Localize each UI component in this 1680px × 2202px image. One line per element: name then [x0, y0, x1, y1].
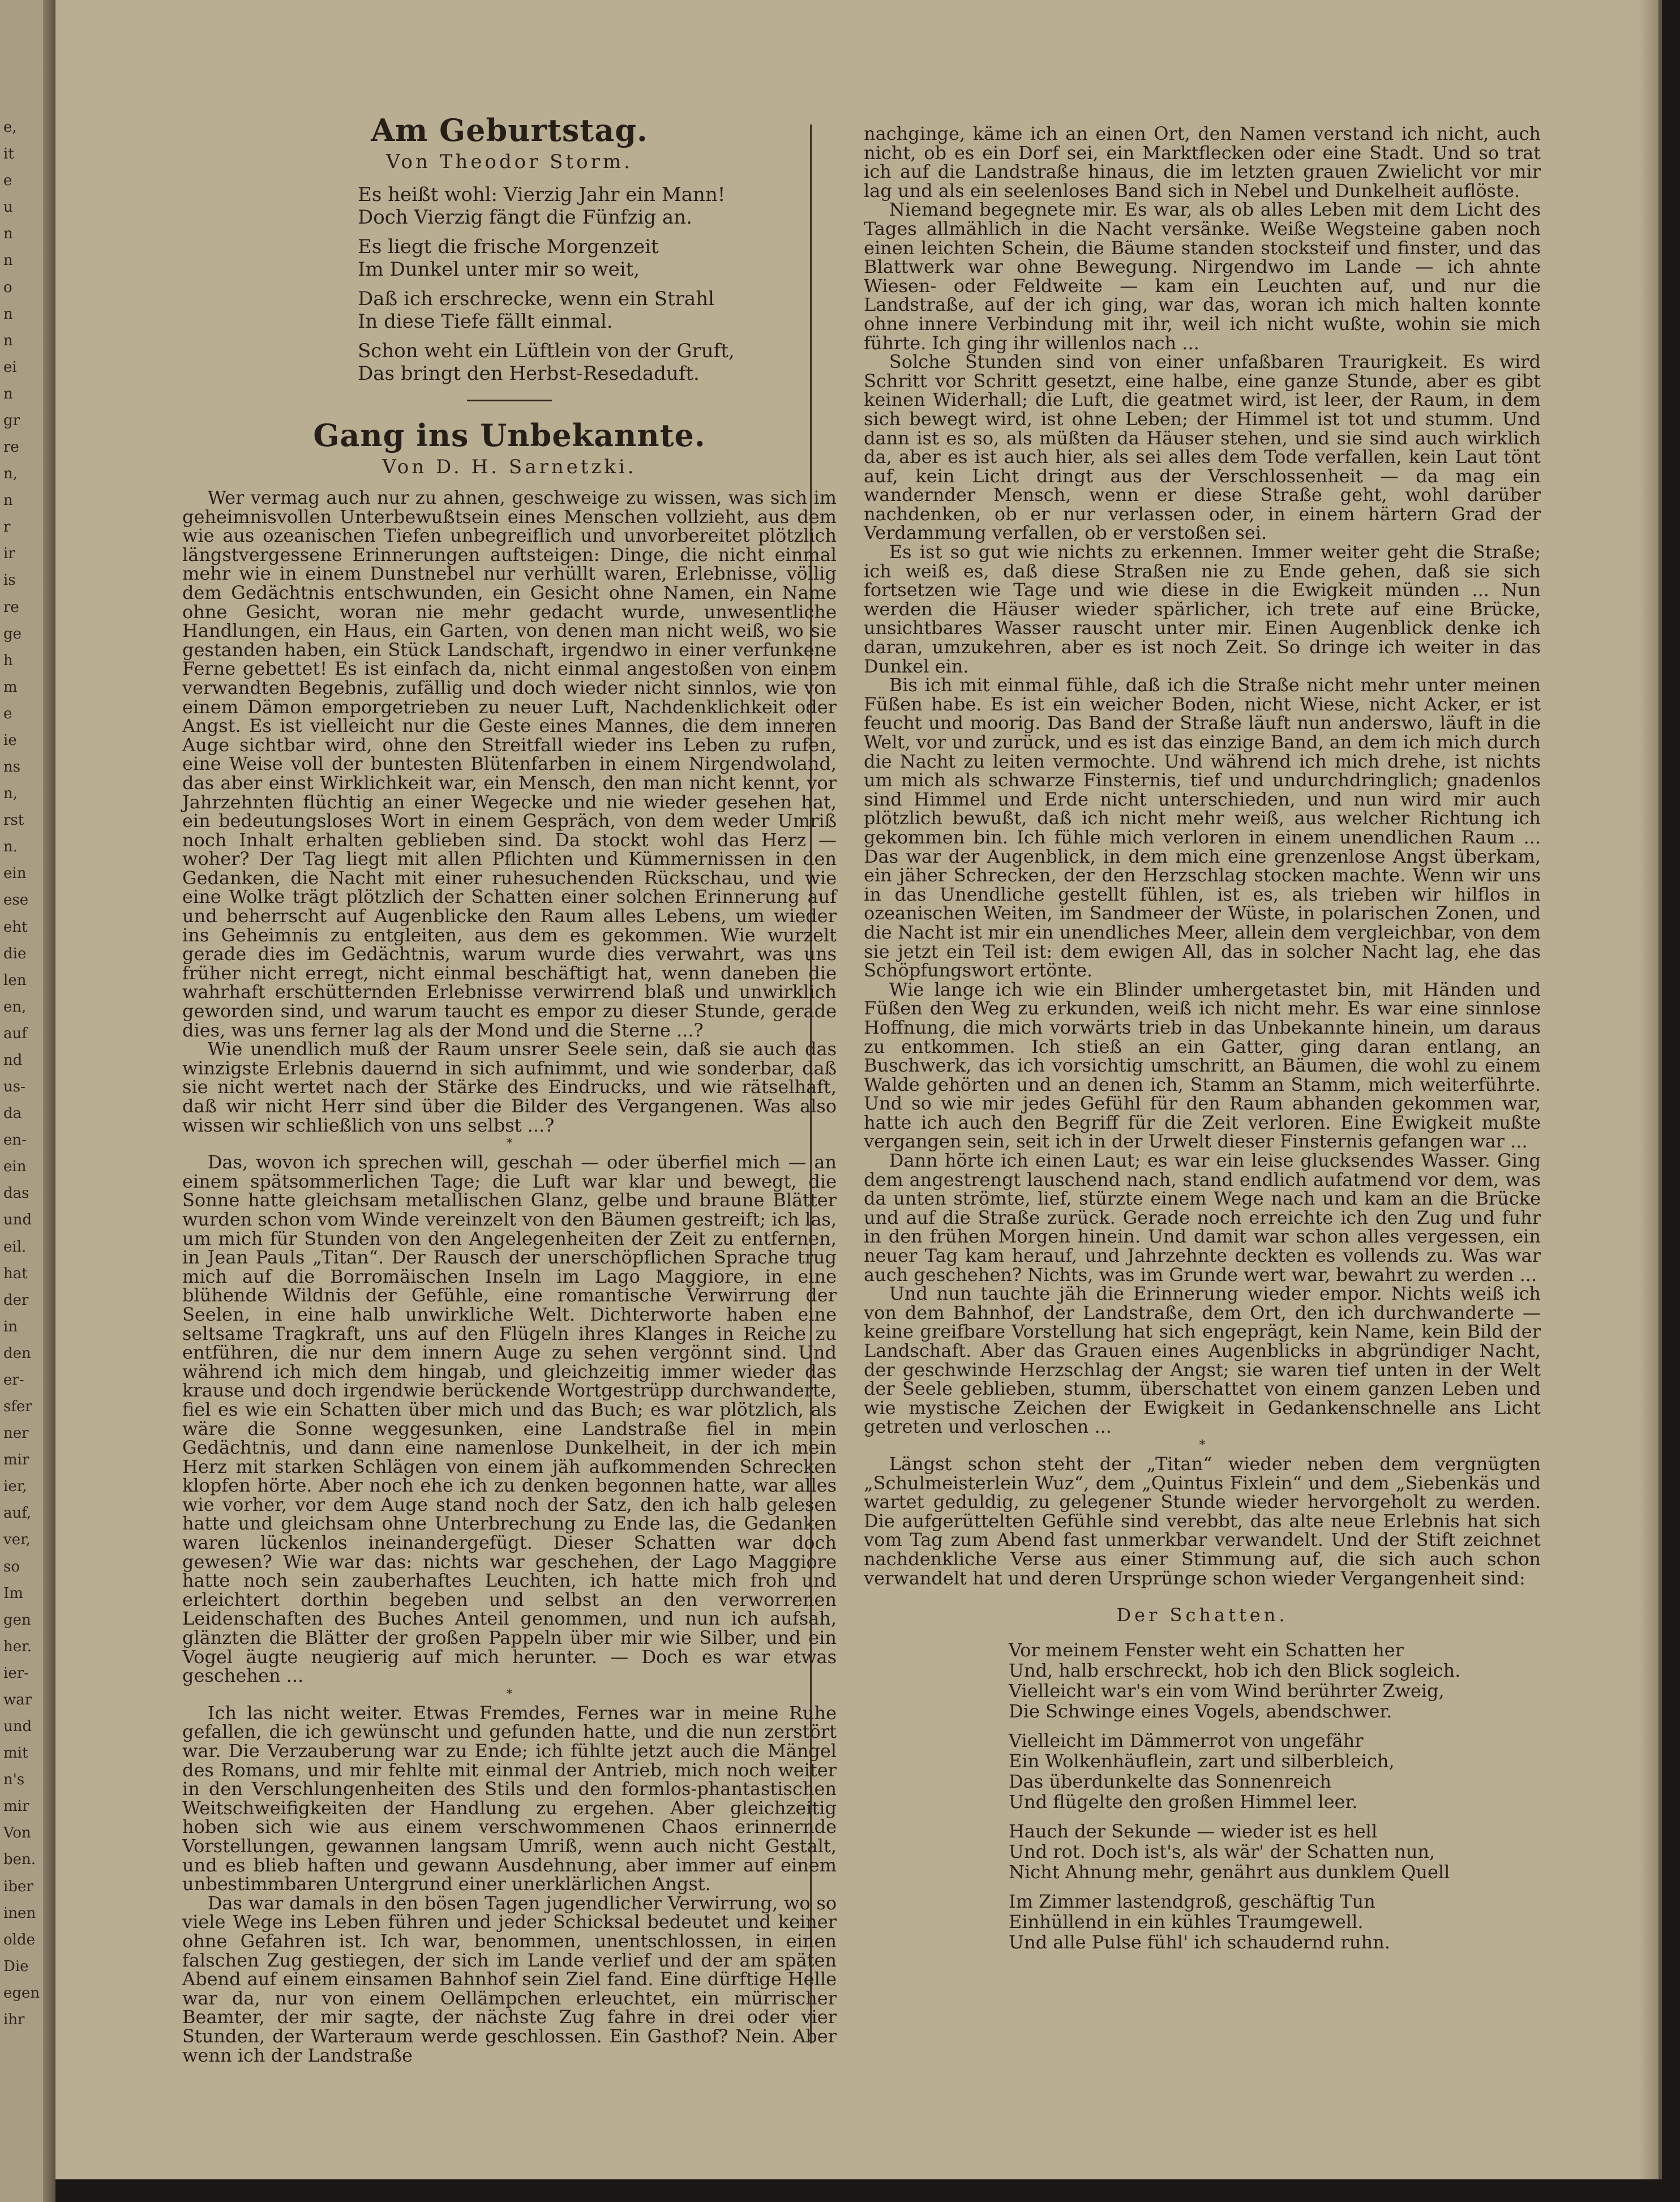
article-paragraph: Wie unendlich muß der Raum unsrer Seele sein, daß sie auch das winzigste Erlebnis dauernd in sich aufnimmt, und wie sonderbar, daß sie nicht wertet nach der Stärke des Eindrucks, und wie rätselhaft, daß wir nicht Herr sind über die Bilder des Vergangenen. Was also wissen wir schließlich von uns selbst ...?	[182, 1038, 837, 1136]
left-page-fragment: ihr	[3, 2011, 25, 2028]
section-separator: *	[506, 1137, 513, 1151]
left-page-fragment: eil.	[3, 1238, 27, 1256]
left-page-fragment: gr	[3, 412, 20, 429]
article-paragraph: Dann hörte ich einen Laut; es war ein leise glucksendes Wasser. Ging dem angestrengt lauschend nach, stand endlich aufatmend vor dem, was da unten strömte, lief, stürzte einem Wege nach und kam an die Brücke und auf die Straße zurück. Gerade noch erreichte ich den Zug und fuhr in den frühen Morgen hinein. Und damit war schon alles vergessen, ein neuer Tag kam herauf, und Jahrzehnte deckten es vollends zu. Was war auch geschehen? Nichts, was im Grunde wert war, bewahrt zu werden ...	[864, 1150, 1541, 1286]
inner-poem-stanza	[1009, 1640, 1541, 1721]
inner-poem-stanza	[1009, 1891, 1541, 1952]
left-page-fragment: e,	[3, 119, 17, 136]
left-page-fragment: ein	[3, 1158, 27, 1176]
article-paragraph: Längst schon steht der „Titan“ wieder neben dem vergnügten „Schulmeisterlein Wuz“, dem „Quintus Fixlein“ und dem „Siebenkäs und wartet geduldig, zu gelegener Stunde wieder hervorgeholt zu werden. Die aufgerüttelten Gefühle sind verebbt, das alte neue Erlebnis hat sich vom Tag zum Abend fast unmerkbar verwandelt. Und der Stift zeichnet nachdenkliche Verse aus einer Stimmung auf, die sich auch schon verwandelt hat und deren Ursprünge schon wieder Vergangenheit sind:	[864, 1453, 1541, 1589]
inner-poem-stanza	[1009, 1821, 1541, 1882]
left-page-fragment: ner	[3, 1425, 29, 1442]
left-page-fragment: ge	[3, 625, 22, 642]
verse-line: Vor meinem Fenster weht ein Schatten her	[1009, 1639, 1404, 1661]
verse-line: Die Schwinge eines Vogels, abendschwer.	[1009, 1700, 1392, 1723]
left-page-fragment: ese	[3, 892, 29, 909]
left-page-fragment: Die	[3, 1957, 29, 1975]
left-page-fragment: so	[3, 1558, 20, 1575]
verse-line: Im Dunkel unter mir so weit,	[358, 258, 640, 281]
left-page-fragment: m	[3, 678, 18, 696]
left-page-fragment: r	[3, 519, 11, 536]
article-paragraph: Das war damals in den bösen Tagen jugendlicher Verwirrung, wo so viele Wege ins Leben führen und jeder Schicksal bedeutet und keiner ohne Gefahren ist. Ich war, benommen, unentschlossen, in einen falschen Zug gestiegen, der sich im Lande verlief und der am späten Abend auf einem einsamen Bahnhof sein Ziel fand. Eine dürftige Helle war da, nur von einem Oellämpchen erleuchtet, ein mürrischer Beamter, der mir sagte, der nächste Zug fahre in drei oder vier Stunden, der Warteraum werde geschlossen. Ein Gasthof? Nein. Aber wenn ich der Landstraße	[182, 1892, 837, 2066]
article-paragraph: Wer vermag auch nur zu ahnen, geschweige zu wissen, was sich im geheimnisvollen Unterbewußtsein eines Menschen vollzieht, aus dem wie aus ozeanischen Tiefen unbegreiflich und unvorbereitet plötzlich längstvergessene Erinnerungen auftsteigen: Dinge, die nicht einmal mehr wie in einem Dunstnebel nur verhüllt waren, Erlebnisse, völlig dem Gedächtnis entschwunden, ein Gesicht ohne Namen, ein Name ohne Gesicht, woran nie mehr gedacht wurde, unwesentliche Handlungen, ein Haus, ein Garten, von denen man nicht weiß, wo sie gestanden haben, ein Stück Landschaft, irgendwo in einer verfunkene Ferne gebettet! Es ist einfach da, nicht einmal angestoßen von einem verwandten Begebnis, zufällig und doch wieder nicht sinnlos, wie von einem Dämon emporgetrieben zu neuer Luft, Nachdenklichkeit oder Angst. Es ist vielleicht nur die Geste eines Mannes, die dem inneren Auge sichtbar wird, ohne den Streitfall wieder ins Leben zu rufen, eine Weise voll der buntesten Blütenfarben in einem Nirgendwoland, das aber einst Wirklichkeit war, ein Mensch, den man nicht kennt, vor Jahrzehnten flüchtig an einer Wegecke und nie wieder gesehen hat, ein bedeutungsloses Wort in einem Gespräch, von dem weder Umriß noch Inhalt erhalten geblieben sind. Da stockt wohl das Herz — woher? Der Tag liegt mit allen Pflichten und Kümmernissen in den Gedanken, die Nacht mit einer ruhesuchenden Rückschau, und wie eine Wolke trägt plötzlich der Schatten einer solchen Erinnerung auf und beherrscht auf Augenblicke den Raum alles Lebens, um wieder ins Geheimnis zu entgleiten, aus dem es gekommen. Wie wurzelt gerade dies im Gedächtnis, warum wurde dies verwahrt, was uns früher nicht erregt, nicht einmal beschäftigt hat, wenn daneben die wahrhaft erschütternden Erlebnisse verwirrend blaß und unwirklich geworden sind, und warum taucht es empor zu dieser Stunde, gerade dies, was uns ferner lag als der Mond und die Sterne ...?	[182, 487, 837, 1041]
left-page-fragment: er-	[3, 1371, 24, 1389]
left-page-fragment: her.	[3, 1638, 32, 1655]
verse-line: Hauch der Sekunde — wieder ist es hell	[1009, 1820, 1378, 1843]
left-page-fragment: Im	[3, 1584, 23, 1602]
right-column	[864, 125, 1541, 1961]
verse-line: Daß ich erschrecke, wenn ein Strahl	[358, 288, 714, 310]
verse-line: Vielleicht war's ein vom Wind berührter Zweig,	[1009, 1680, 1445, 1702]
left-page-fragment: n	[3, 385, 13, 402]
left-page-fragment: ein	[3, 865, 27, 882]
article-paragraph: Bis ich mit einmal fühle, daß ich die Straße nicht mehr unter meinen Füßen habe. Es ist ein weicher Boden, nicht Wiese, nicht Acker, er ist feucht und moorig. Das Band der Straße läuft nun anderswo, läuft in die Welt, vor und zurück, und es ist das einzige Band, an dem ich mich durch die Nacht zu leiten vermochte. Und während ich mich drehe, ist nichts um mich als schwarze Finsternis, tief und undurchdringlich; gnadenlos sind Himmel und Erde nicht unterschieden, und nun wird mir auch plötzlich bewußt, daß ich nicht mehr weiß, aus welcher Richtung ich gekommen bin. Ich fühle mich verloren in einem unendlichen Raum ... Das war der Augenblick, in dem mich eine grenzenlose Angst überkam, ein jäher Schrecken, der den Herzschlag stocken machte. Wenn wir uns in das Unendliche gestellt fühlen, ist es, als trieben wir hilflos in ozeanischen Weiten, im Sandmeer der Wüste, in polarischen Zonen, und die Nacht ist mir ein unendliches Meer, allein dem vergleichbar, von dem sie jetzt ein Teil ist: dem ewigen All, das in solcher Nacht lag, ehe das Schöpfungswort ertönte.	[864, 674, 1541, 982]
section-rule	[467, 400, 552, 401]
left-page-fragment: auf,	[3, 1505, 32, 1522]
verse-line: Im Zimmer lastendgroß, geschäftig Tun	[1009, 1891, 1375, 1913]
left-page-fragment: egen	[3, 1984, 40, 2002]
verse-line: Und alle Pulse fühl' ich schaudernd ruhn.	[1009, 1931, 1390, 1953]
inner-poem-title: Der Schatten.	[1116, 1604, 1288, 1626]
left-page-fragment: und	[3, 1718, 32, 1735]
left-page-fragment: ver,	[3, 1531, 31, 1549]
left-page-fragment: len	[3, 971, 27, 989]
left-page-fragment: n	[3, 332, 13, 349]
verse-line: Vielleicht im Dämmerrot von ungefähr	[1009, 1730, 1364, 1752]
left-page-fragment: und	[3, 1211, 32, 1229]
verse-line: Ein Wolkenhäuflein, zart und silberbleich,	[1009, 1750, 1395, 1772]
left-page-fragment: re	[3, 598, 19, 616]
left-page-fragment: eht	[3, 918, 28, 936]
article-title: Gang ins Unbekannte.	[313, 417, 706, 453]
left-page-fragment: Von	[3, 1824, 31, 1842]
poem-stanza	[358, 235, 837, 281]
left-page-fragment: die	[3, 945, 27, 962]
left-page-fragment: ei	[3, 358, 17, 376]
article-paragraph: Solche Stunden sind von einer unfaßbaren Traurigkeit. Es wird Schritt vor Schritt gesetzt, eine halbe, eine ganze Stunde, aber es gibt keinen Widerhall; die Luft, die geatmet wird, ist leer, der Raum, in dem sich bewegt wird, ist ohne Leben; der Himmel ist tot und stumm. Und dann ist es so, als müßten da Häuser stehen, und sie sind auch wirklich da, aber es ist auch hier, als sei alles dem Tode verfallen, kein Laut tönt auf, kein Licht dringt aus der Verschlossenheit — da mag ein wandernder Mensch, wenn er diese Straße geht, wohl darüber nachdenken, ob er nur verlassen oder, in einem härtern Grad der Verdammung verfallen, ob er verstoßen sei.	[864, 351, 1541, 544]
left-page-fragment: n.	[3, 838, 18, 856]
verse-line: Und flügelte den großen Himmel leer.	[1009, 1791, 1358, 1813]
left-page-fragment: nd	[3, 1051, 23, 1069]
left-page-fragment: war	[3, 1691, 32, 1708]
verse-line: Nicht Ahnung mehr, genährt aus dunklem Quell	[1009, 1861, 1450, 1883]
article-paragraph: Das, wovon ich sprechen will, geschah — oder überfiel mich — an einem spätsommerlichen Tage; die Luft war klar und bewegt, die Sonne hatte gleichsam metallischen Glanz, gelbe und braune Blätter wurden schon vom Winde vereinzelt von den Bäumen gestreift; ich las, um mich für Stunden von den Angelegenheiten der Zeit zu entfernen, in Jean Pauls „Titan“. Der Rausch der unerschöpflichen Sprache trug mich auf die Borromäischen Inseln im Lago Maggiore, in eine blühende Wildnis der Gefühle, eine romantische Verwirrung der Seelen, in eine halb unwirkliche Welt. Dichterworte haben eine seltsame Tragkraft, uns auf den Flügeln ihres Klanges in Reiche zu entführen, die nur dem innern Auge zu sehen vergönnt sind. Und während ich mich dem hingab, und gleichzeitig immer wieder das krause und doch irgendwie berückende Wortgestrüpp durchwanderte, fiel es wie ein Schatten über mich und das Buch; es war plötzlich, als wäre die Sonne weggesunken, eine Landstraße fiel in mein Gedächtnis, und dann eine namenlose Dunkelheit, in der ich mein Herz mit starken Schlägen von einem jäh aufkommenden Schrecken klopfen hörte. Aber noch ehe ich zu denken begonnen hatte, war alles wie vorher, vor dem Auge stand noch der Satz, den ich halb gelesen hatte und gleichsam ohne Unterbrechung zu Ende las, die Gedanken waren lückenlos ineinandergefügt. Dieser Schatten war doch gewesen? Wie war das: nichts war geschehen, der Lago Maggiore hatte noch sein zauberhaftes Leuchten, ich hatte mich froh und erleichtert dorthin begeben und selbst an den verworrenen Leidenschaften des Buches Anteil genommen, und nun ich aufsah, glänzten die Blätter der großen Pappeln über mir wie Silber, und ein Vogel äugte neugierig auf mich herunter. — Doch es war etwas geschehen ...	[182, 1151, 837, 1687]
left-page-fragment: das	[3, 1185, 29, 1202]
left-page-fragment: ier,	[3, 1478, 27, 1496]
article-paragraph: Niemand begegnete mir. Es war, als ob alles Leben mit dem Licht des Tages allmählich in die Nacht versänke. Weiße Wegsteine gaben noch einen leichten Schein, die Bäume standen stocksteif und finster, und das Blattwerk war ohne Bewegung. Nirgendwo im Lande — ich ahnte Wiesen- oder Feldweite — kam ein Leuchten auf, und nur die Landstraße, auf der ich ging, war das, woran ich mich halten konnte ohne innere Verbindung mit ihr, weil ich nicht wußte, wohin sie mich führte. Ich ging ihr willenlos nach ...	[864, 199, 1541, 354]
verse-line: Und rot. Doch ist's, als wär' der Schatten nun,	[1009, 1841, 1435, 1863]
left-page-fragment: den	[3, 1344, 31, 1362]
newspaper-page	[55, 0, 1662, 2179]
left-page-fragment: ier-	[3, 1664, 29, 1682]
poem-stanza	[358, 288, 837, 333]
left-page-fragment: inen	[3, 1904, 36, 1922]
left-page-fragment: n,	[3, 465, 18, 483]
page-gutter	[43, 0, 55, 2202]
poem-stanza	[358, 340, 837, 385]
left-page-fragment: h	[3, 652, 13, 669]
article-paragraph: Und nun tauchte jäh die Erinnerung wieder empor. Nichts weiß ich von dem Bahnhof, der Landstraße, dem Ort, den ich durchwanderte — keine greifbare Vorstellung hat sich engeprägt, kein Name, kein Bild der Landschaft. Aber das Grauen eines Augenblicks in abgründiger Nacht, der geschwinde Herzschlag der Angst; sie waren tief unten in der Welt der Seele geblieben, stumm, überschattet von einem ganzen Leben und wie mystische Zeichen der Ewigkeit in Gedankenschnelle ans Licht getreten und verloschen ...	[864, 1283, 1541, 1438]
left-page-fragment: ben.	[3, 1851, 36, 1869]
left-page-fragment: it	[3, 145, 14, 163]
left-page-fragment: re	[3, 439, 19, 456]
left-page-fragment: o	[3, 279, 12, 296]
left-page-fragment: ir	[3, 545, 15, 563]
left-page-fragment: n	[3, 492, 13, 509]
left-page-fragment: in	[3, 1318, 18, 1335]
left-page-fragment: n	[3, 305, 13, 323]
left-page-fragment: n	[3, 225, 13, 243]
verse-line: Und, halb erschreckt, hob ich den Blick sogleich.	[1009, 1660, 1461, 1682]
left-page-fragment: iber	[3, 1878, 33, 1895]
verse-line: Schon weht ein Lüftlein von der Gruft,	[358, 340, 735, 362]
verse-line: Es liegt die frische Morgenzeit	[358, 235, 659, 258]
verse-line: Das überdunkelte das Sonnenreich	[1009, 1771, 1331, 1793]
left-page-fragment: gen	[3, 1611, 31, 1629]
verse-line: In diese Tiefe fällt einmal.	[358, 310, 613, 333]
poem-stanza	[358, 183, 837, 229]
left-page-fragment: is	[3, 572, 16, 589]
article-author: Von D. H. Sarnetzki.	[382, 456, 637, 478]
left-page-fragment: rst	[3, 812, 24, 829]
left-page-fragment: us-	[3, 1078, 25, 1095]
poem-title: Am Geburtstag.	[371, 112, 648, 148]
article-paragraph: nachginge, käme ich an einen Ort, den Namen verstand ich nicht, auch nicht, ob es ein Dorf sei, ein Marktflecken oder eine Stadt. Und so trat ich auf die Landstraße hinaus, die im letzten grauen Zwielicht vor mir lag und als ein seelenloses Band sich in Nebel und Dunkelheit auflöste.	[864, 123, 1541, 202]
left-column	[182, 111, 837, 2065]
left-page-fragment: mit	[3, 1745, 28, 1762]
section-separator: *	[506, 1687, 513, 1702]
verse-line: Das bringt den Herbst-Resedaduft.	[358, 362, 700, 385]
left-page-fragment: en-	[3, 1132, 27, 1149]
left-page-fragment: mir	[3, 1451, 29, 1469]
left-page-edge	[0, 0, 55, 2202]
verse-line: Einhüllend in ein kühles Traumgewell.	[1009, 1911, 1364, 1933]
left-page-fragment: mir	[3, 1798, 29, 1815]
left-page-fragment: olde	[3, 1931, 35, 1948]
article-paragraph: Es ist so gut wie nichts zu erkennen. Immer weiter geht die Straße; ich weiß es, daß diese Straßen nie zu Ende gehen, daß sie sich fortsetzen wie Tage und wie diese in die Ewigkeit münden ... Nun werden die Häuser wieder spärlicher, ich trete auf eine Brücke, unsichtbares Wasser rauscht unter mir. Einen Augenblick denke ich daran, umzukehren, aber es ist noch Zeit. So dringe ich weiter in das Dunkel ein.	[864, 541, 1541, 677]
left-page-fragment: n's	[3, 1771, 25, 1789]
inner-poem-stanza	[1009, 1730, 1541, 1812]
left-page-fragment: en,	[3, 998, 27, 1016]
poem-author: Von Theodor Storm.	[386, 151, 633, 173]
left-page-fragment: da	[3, 1105, 22, 1123]
left-page-fragment: hat	[3, 1265, 28, 1282]
article-paragraph: Wie lange ich wie ein Blinder umhergetastet bin, mit Händen und Füßen den Weg zu erkunden, weiß ich nicht mehr. Es war eine sinnlose Hoffnung, die mich vorwärts trieb in das Unbekannte hinein, um daraus zu entkommen. Ich stieß an ein Gatter, ging daran entlang, an Buschwerk, das ich vorsichtig umschritt, an Bäumen, die wohl zu einem Walde gehörten und an denen ich, Stamm an Stamm, mich weiterführte. Und so wie mir jedes Gefühl für den Raum abhanden gekommen war, hatte ich auch den Begriff für die Zeit verloren. Eine Ewigkeit mußte vergangen sein, seit ich in der Urwelt dieser Finsternis gefangen war ...	[864, 978, 1541, 1153]
left-page-fragment: ie	[3, 731, 17, 749]
left-page-fragment: auf	[3, 1025, 27, 1042]
left-page-fragment: e	[3, 172, 12, 190]
left-page-fragment: der	[3, 1291, 29, 1309]
left-page-fragment: n	[3, 252, 13, 269]
left-page-fragment: e	[3, 705, 12, 722]
section-separator: *	[1199, 1438, 1206, 1453]
verse-line: Doch Vierzig fängt die Fünfzig an.	[358, 206, 692, 229]
left-page-fragment: sfer	[3, 1398, 32, 1415]
article-paragraph: Ich las nicht weiter. Etwas Fremdes, Fernes war in meine Ruhe gefallen, die ich gewünscht und gefunden hatte, und die nun zerstört war. Die Verzauberung war zu Ende; ich fühlte jetzt auch die Mängel des Romans, und mir fehlte mit einmal der Antrieb, mich noch weiter in den Verschlungenheiten des Stils und den formlos-phantastischen Weitschweifigkeiten der Handlung zu ergehen. Aber gleichzeitig hoben sich wie aus einem verschwommenen Chaos erinnernde Vorstellungen, gewannen langsam Umriß, wenn auch nicht Gestalt, und es blieb haften und gewann Ausdehnung, aber immer auf einem unbestimmbaren Untergrund einer unerklärlichen Angst.	[182, 1702, 837, 1895]
left-page-fragment: u	[3, 199, 13, 216]
left-page-fragment: n,	[3, 785, 18, 803]
verse-line: Es heißt wohl: Vierzig Jahr ein Mann!	[358, 183, 726, 206]
left-page-fragment: ns	[3, 759, 21, 776]
